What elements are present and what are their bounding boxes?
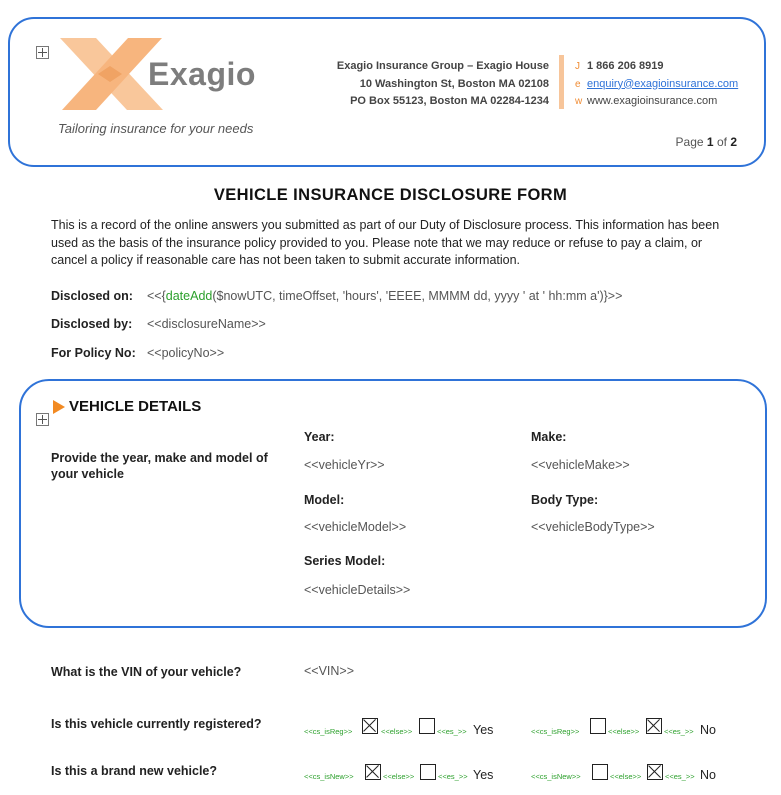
new-no-label: No xyxy=(700,768,716,782)
disclosed-on-prefix: <<{ xyxy=(147,289,166,303)
else-tag: <<else>> xyxy=(608,727,640,736)
tagline: Tailoring insurance for your needs xyxy=(58,121,254,136)
disclosed-on-function: dateAdd xyxy=(165,289,213,303)
registered-yes-alt-checkbox[interactable] xyxy=(419,718,435,734)
contact-divider xyxy=(559,55,564,109)
policy-no-value: <<policyNo>> xyxy=(147,346,225,360)
disclosed-on-label: Disclosed on: xyxy=(51,289,133,303)
disclosed-by-value: <<disclosureName>> xyxy=(147,317,266,331)
policy-no-label: For Policy No: xyxy=(51,346,136,360)
registered-no-checkbox[interactable] xyxy=(646,718,662,734)
contact-block xyxy=(575,58,738,111)
intro-paragraph: This is a record of the online answers you submitted as part of our Duty of Disclosure process. This information has been used as the basis of the insurance policy provided to you. Please note that we may reduce or refuse to pay a claim, or cancel a policy if reasonable care has not been taken to submit accurate information. xyxy=(51,218,720,267)
section-title: VEHICLE DETAILS xyxy=(69,398,202,415)
disclosed-on-args: ($nowUTC, timeOffset, 'hours', 'EEEE, MMMM dd, yyyy ' at ' hh:mm a')}>> xyxy=(212,289,623,303)
company-address-block xyxy=(337,58,549,111)
new-no-alt-checkbox[interactable] xyxy=(592,764,608,780)
body-type-value: <<vehicleBodyType>> xyxy=(531,520,655,534)
vehicle-question: Provide the year, make and model of your vehicle xyxy=(51,451,268,481)
phone-number: 1 866 206 8919 xyxy=(587,60,664,72)
registered-yes-tag: <<cs_isReg>> xyxy=(304,727,353,736)
company-name: Exagio Insurance Group – Exagio House xyxy=(336,60,549,72)
new-yes-alt-checkbox[interactable] xyxy=(420,764,436,780)
new-yes-checkbox[interactable] xyxy=(365,764,381,780)
page-number xyxy=(676,135,737,149)
web-icon: w xyxy=(575,96,583,107)
registered-no-label: No xyxy=(700,723,716,737)
new-no-checkbox[interactable] xyxy=(647,764,663,780)
address-line-1: 10 Washington St, Boston MA 02108 xyxy=(359,77,549,90)
series-model-value: <<vehicleDetails>> xyxy=(304,583,411,597)
year-value: <<vehicleYr>> xyxy=(304,458,385,472)
model-value: <<vehicleModel>> xyxy=(304,520,407,534)
es-tag: <<es_>> xyxy=(664,727,694,736)
vin-question: What is the VIN of your vehicle? xyxy=(51,665,242,679)
email-icon: e xyxy=(575,78,581,90)
make-label: Make: xyxy=(531,430,567,444)
registered-no-tag: <<cs_isReg>> xyxy=(531,727,580,736)
else-tag: <<else>> xyxy=(383,772,415,781)
es-tag: <<es_>> xyxy=(438,772,468,781)
year-label: Year: xyxy=(304,430,335,444)
else-tag: <<else>> xyxy=(610,772,642,781)
registered-question: Is this vehicle currently registered? xyxy=(51,717,262,731)
website-text: www.exagioinsurance.com xyxy=(587,95,718,107)
new-yes-label: Yes xyxy=(473,768,494,782)
registered-no-alt-checkbox[interactable] xyxy=(590,718,606,734)
model-label: Model: xyxy=(304,493,345,507)
table-move-handle-icon[interactable] xyxy=(36,413,49,426)
phone-icon: J xyxy=(575,61,580,72)
table-move-handle-icon[interactable] xyxy=(36,46,49,59)
brand-new-question: Is this a brand new vehicle? xyxy=(51,764,218,778)
es-tag: <<es_>> xyxy=(437,727,467,736)
vin-value: <<VIN>> xyxy=(304,664,355,678)
form-title: VEHICLE INSURANCE DISCLOSURE FORM xyxy=(213,186,568,204)
page-total: 2 xyxy=(730,135,737,149)
disclosed-on-value xyxy=(147,289,622,303)
section-arrow-icon xyxy=(53,400,65,414)
address-line-2: PO Box 55123, Boston MA 02284-1234 xyxy=(350,95,549,107)
es-tag: <<es_>> xyxy=(665,772,695,781)
series-model-label: Series Model: xyxy=(304,554,386,568)
else-tag: <<else>> xyxy=(381,727,413,736)
new-yes-tag: <<cs_isNew>> xyxy=(304,772,354,781)
make-value: <<vehicleMake>> xyxy=(531,458,630,472)
registered-yes-label: Yes xyxy=(473,723,494,737)
page-of: of xyxy=(716,135,727,149)
page-current: 1 xyxy=(706,135,714,149)
body-type-label: Body Type: xyxy=(531,493,599,507)
logo-wordmark: Exagio xyxy=(148,56,256,92)
email-link[interactable]: enquiry@exagioinsurance.com xyxy=(587,77,739,90)
page-prefix: Page xyxy=(675,135,704,149)
new-no-tag: <<cs_isNew>> xyxy=(531,772,581,781)
registered-yes-checkbox[interactable] xyxy=(362,718,378,734)
disclosed-by-label: Disclosed by: xyxy=(51,317,133,331)
